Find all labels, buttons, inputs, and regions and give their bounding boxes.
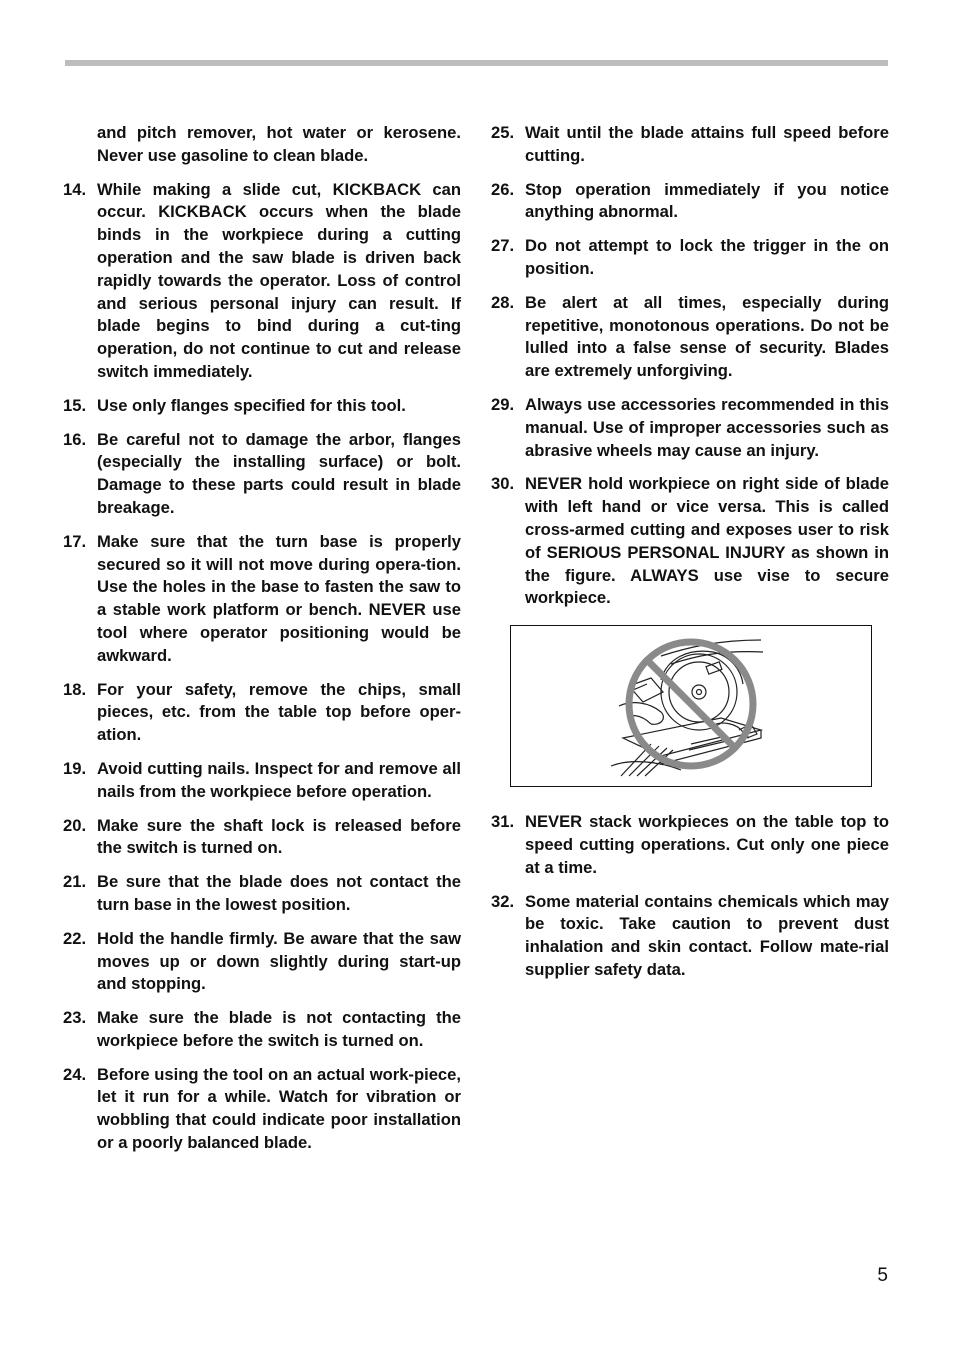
item-number: 31. [491, 812, 515, 832]
item-text: Use only flanges specified for this tool. [97, 395, 406, 415]
item-text: NEVER hold workpiece on right side of blade with left hand or vice versa. This is called cross-armed cutting and exposes user to risk of SERIOUS PERSONAL INJURY as shown in the figure. ALWAYS use vise to secure workpiece. [525, 474, 889, 608]
item-number: 27. [491, 236, 515, 256]
left-column [63, 122, 461, 1166]
list-item [63, 179, 461, 384]
item-text: Be alert at all times, especially during repetitive, monotonous operations. Do not be lulled into a false sense of security. Blades are extremely unforgiving. [525, 292, 889, 381]
item-text: Make sure the blade is not contacting the workpiece before the switch is turned on. [97, 1008, 461, 1050]
continued-text: and pitch remover, hot water or kerosene. Never use gasoline to clean blade. [97, 123, 461, 165]
list-item [63, 1007, 461, 1053]
item-text: Be sure that the blade does not contact the turn base in the lowest position. [97, 872, 461, 914]
item-number: 20. [63, 815, 87, 835]
list-item [491, 122, 889, 168]
item-text: NEVER stack workpieces on the table top to speed cutting operations. Cut only one piece at a time. [525, 812, 889, 877]
item-text: Make sure the shaft lock is released before the switch is turned on. [97, 815, 461, 858]
list-item [491, 235, 889, 281]
item-text: Stop operation immediately if you notice anything abnormal. [525, 179, 889, 222]
item-number: 15. [63, 395, 87, 415]
list-item [491, 811, 889, 879]
list-item [491, 179, 889, 225]
item-number: 19. [63, 758, 87, 778]
prohibition-sign-icon [629, 642, 753, 766]
list-item [63, 815, 461, 861]
list-item [63, 395, 461, 418]
list-item [491, 292, 889, 383]
saw-blade [661, 654, 737, 730]
item-number: 28. [491, 292, 515, 312]
item-text: Before using the tool on an actual work-piece, let it run for a while. Watch for vibration or wobbling that could indicate poor installation or a poorly balanced blade. [97, 1064, 461, 1153]
item-text: Avoid cutting nails. Inspect for and remove all nails from the workpiece before operation. [97, 758, 461, 801]
item-number: 25. [491, 123, 515, 142]
list-item [63, 758, 461, 804]
header-rule [65, 60, 888, 66]
page-number: 5 [877, 1265, 888, 1286]
item-text: Some material contains chemicals which may be toxic. Take caution to prevent dust inhalation and skin contact. Follow mate-rial supplier safety data. [525, 891, 889, 979]
item-number: 32. [491, 891, 515, 911]
item-number: 17. [63, 531, 87, 551]
list-item [63, 679, 461, 747]
item-number: 30. [491, 474, 515, 494]
item-number: 14. [63, 179, 87, 199]
list-item [63, 871, 461, 917]
item-number: 16. [63, 429, 87, 449]
list-item [63, 928, 461, 996]
list-item [63, 1064, 461, 1155]
item-number: 22. [63, 928, 87, 948]
item-text: Wait until the blade attains full speed before cutting. [525, 123, 889, 165]
item-text: Always use accessories recommended in this manual. Use of improper accessories such as abrasive wheels may cause an injury. [525, 394, 889, 460]
item-number: 18. [63, 679, 87, 699]
item-number: 23. [63, 1008, 87, 1028]
item-number: 29. [491, 394, 515, 414]
list-item [491, 891, 889, 982]
item-text: Hold the handle firmly. Be aware that the saw moves up or down slightly during start-up and stopping. [97, 928, 461, 994]
item-number: 24. [63, 1064, 87, 1084]
right-column [491, 122, 889, 993]
item-text: Be careful not to damage the arbor, flanges (especially the installing surface) or bolt. Damage to these parts could result in blade breakage. [97, 429, 461, 517]
miter-saw-illustration [511, 626, 871, 786]
item-number: 21. [63, 872, 87, 892]
list-item [491, 394, 889, 462]
list-item [63, 531, 461, 668]
list-item [63, 429, 461, 520]
cross-arm-warning-figure [510, 625, 872, 787]
list-item [491, 473, 889, 610]
item-number: 26. [491, 179, 515, 199]
item-text: For your safety, remove the chips, small pieces, etc. from the table top before oper-ation. [97, 679, 461, 745]
item-text: Do not attempt to lock the trigger in the on position. [525, 236, 889, 278]
item-text: Make sure that the turn base is properly secured so it will not move during opera-tion. Use the holes in the base to fasten the saw to a stable work platform or bench. NEVER use tool where operator positioning would be awkward. [97, 531, 461, 665]
item-text: While making a slide cut, KICKBACK can occur. KICKBACK occurs when the blade binds in the workpiece during a cutting operation and the saw blade is driven back rapidly towards the operator. Loss of control and serious personal injury can result. If blade begins to bind during a cut-ting operation, do not continue to cut and release switch immediately. [97, 179, 461, 381]
